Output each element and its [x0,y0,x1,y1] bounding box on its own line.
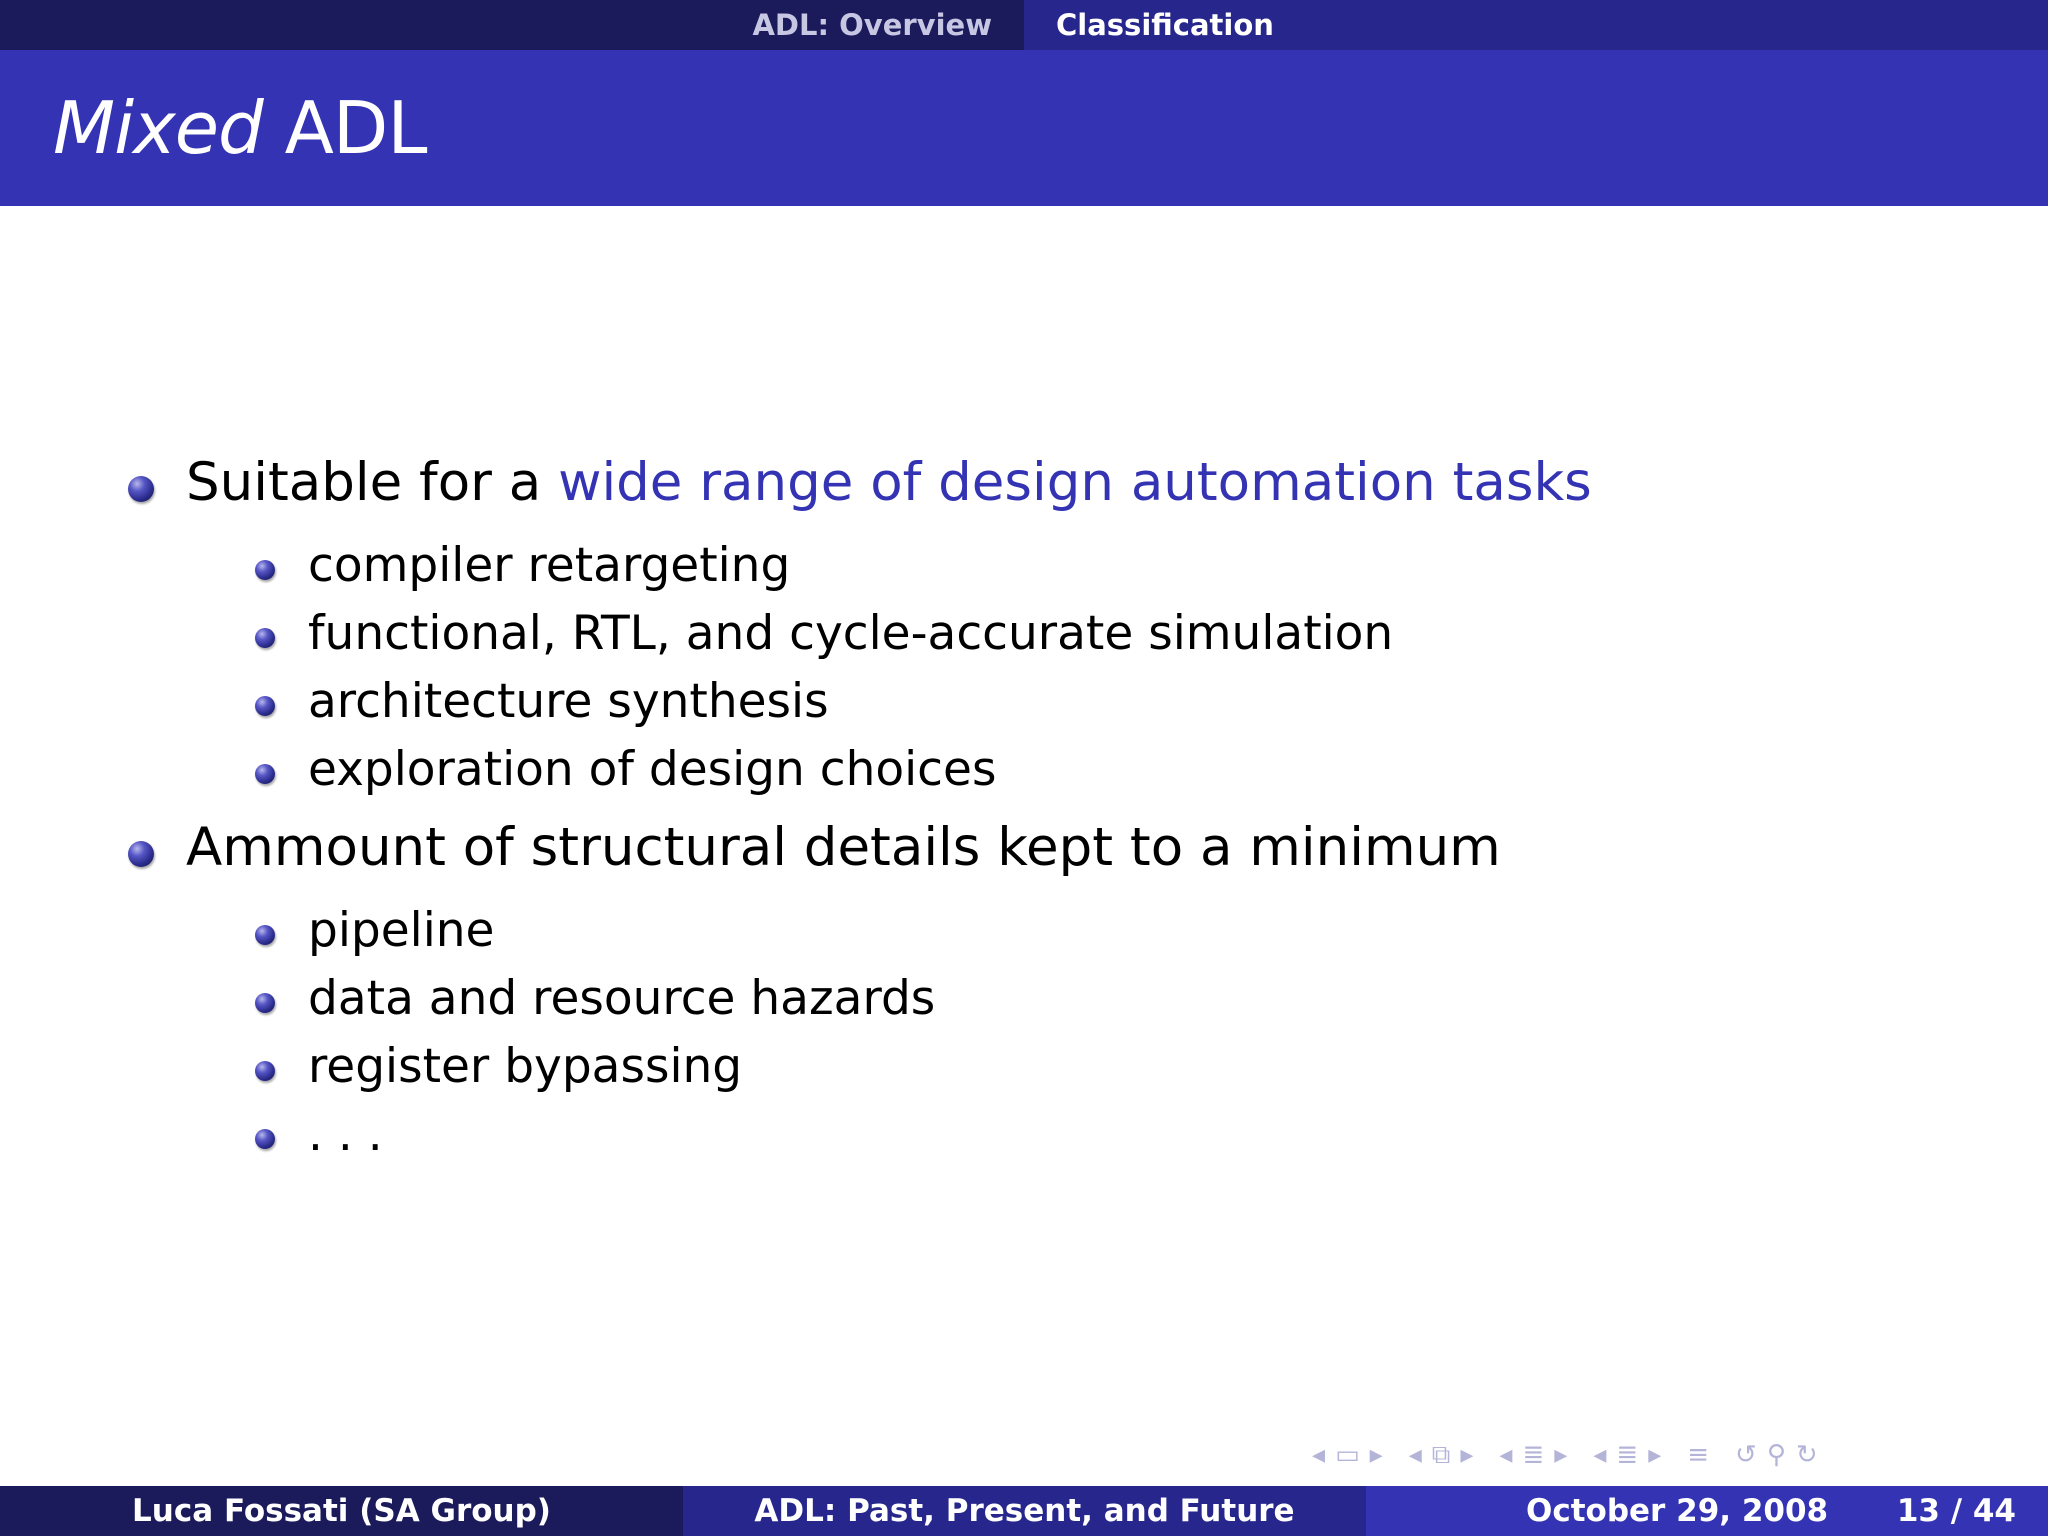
sub-list-item: register bypassing [308,1039,743,1094]
footer-date-page [1366,1486,2048,1536]
bullet-ball-icon [128,841,154,867]
sub-bullet-ball-icon [255,696,275,716]
sub-list-item: architecture synthesis [308,674,829,729]
sub-list-item: data and resource hazards [308,971,936,1026]
arrow-left-icon[interactable]: ◂ [1499,1440,1513,1470]
nav-group-subsubsection [1593,1442,1661,1468]
undo-icon[interactable]: ↺ [1735,1440,1757,1470]
arrow-right-icon[interactable]: ▸ [1369,1440,1383,1470]
bullet-ball-icon [128,476,154,502]
nav-section-overview[interactable]: ADL: Overview [752,8,992,42]
list-item [186,817,1501,878]
arrow-left-icon[interactable]: ◂ [1312,1440,1326,1470]
footer-author: Luca Fossati (SA Group) [0,1486,683,1536]
arrow-left-icon[interactable]: ◂ [1593,1440,1607,1470]
sub-list-item: exploration of design choices [308,742,997,797]
nav-group-subsection [1409,1442,1474,1468]
nav-group-search [1735,1442,1818,1468]
stacked-frames-icon[interactable]: ⧉ [1431,1440,1451,1470]
nav-group-frame [1312,1442,1383,1468]
frame-title-rest: ADL [284,86,427,170]
nav-group-align [1687,1442,1709,1468]
search-icon[interactable]: ⚲ [1766,1440,1786,1470]
arrow-right-icon[interactable]: ▸ [1648,1440,1662,1470]
sub-bullet-ball-icon [255,628,275,648]
redo-icon[interactable]: ↻ [1795,1440,1818,1470]
align-icon[interactable]: ≡ [1687,1440,1710,1470]
sub-bullet-ball-icon [255,925,275,945]
sub-bullet-ball-icon [255,1129,275,1149]
sub-bullet-ball-icon [255,1061,275,1081]
item-text: Suitable for a [186,452,559,513]
header-right [1024,0,2048,50]
sub-list-item: compiler retargeting [308,538,791,593]
frame-title [53,86,426,170]
nav-group-section [1499,1442,1567,1468]
sub-bullet-ball-icon [255,560,275,580]
header-left [0,0,1024,50]
nav-section-classification[interactable]: Classification [1056,8,1274,42]
arrow-right-icon[interactable]: ▸ [1460,1440,1474,1470]
navigation-symbols [1312,1438,2032,1472]
footer-page-number: 13 / 44 [1896,1493,2016,1529]
arrow-left-icon[interactable]: ◂ [1408,1440,1422,1470]
footer-date: October 29, 2008 [1526,1493,1829,1529]
sub-list-item: pipeline [308,903,495,958]
section-icon[interactable]: ≣ [1522,1440,1545,1470]
frame-title-emphasis: Mixed [53,86,263,170]
list-item [186,452,1592,513]
header-navigation [0,0,2048,50]
sub-list-item: functional, RTL, and cycle-accurate simulation [308,606,1394,661]
sub-bullet-ball-icon [255,764,275,784]
frame-icon[interactable]: ▭ [1335,1440,1360,1470]
sub-list-item: . . . [308,1107,383,1162]
item-highlight: wide range of design automation tasks [558,452,1592,513]
arrow-right-icon[interactable]: ▸ [1554,1440,1568,1470]
footer [0,1486,2048,1536]
sub-bullet-ball-icon [255,993,275,1013]
frame-title-bar [0,50,2048,206]
subsection-icon[interactable]: ≣ [1616,1440,1639,1470]
footer-title: ADL: Past, Present, and Future [683,1486,1366,1536]
item-text: Ammount of structural details kept to a minimum [186,817,1501,878]
